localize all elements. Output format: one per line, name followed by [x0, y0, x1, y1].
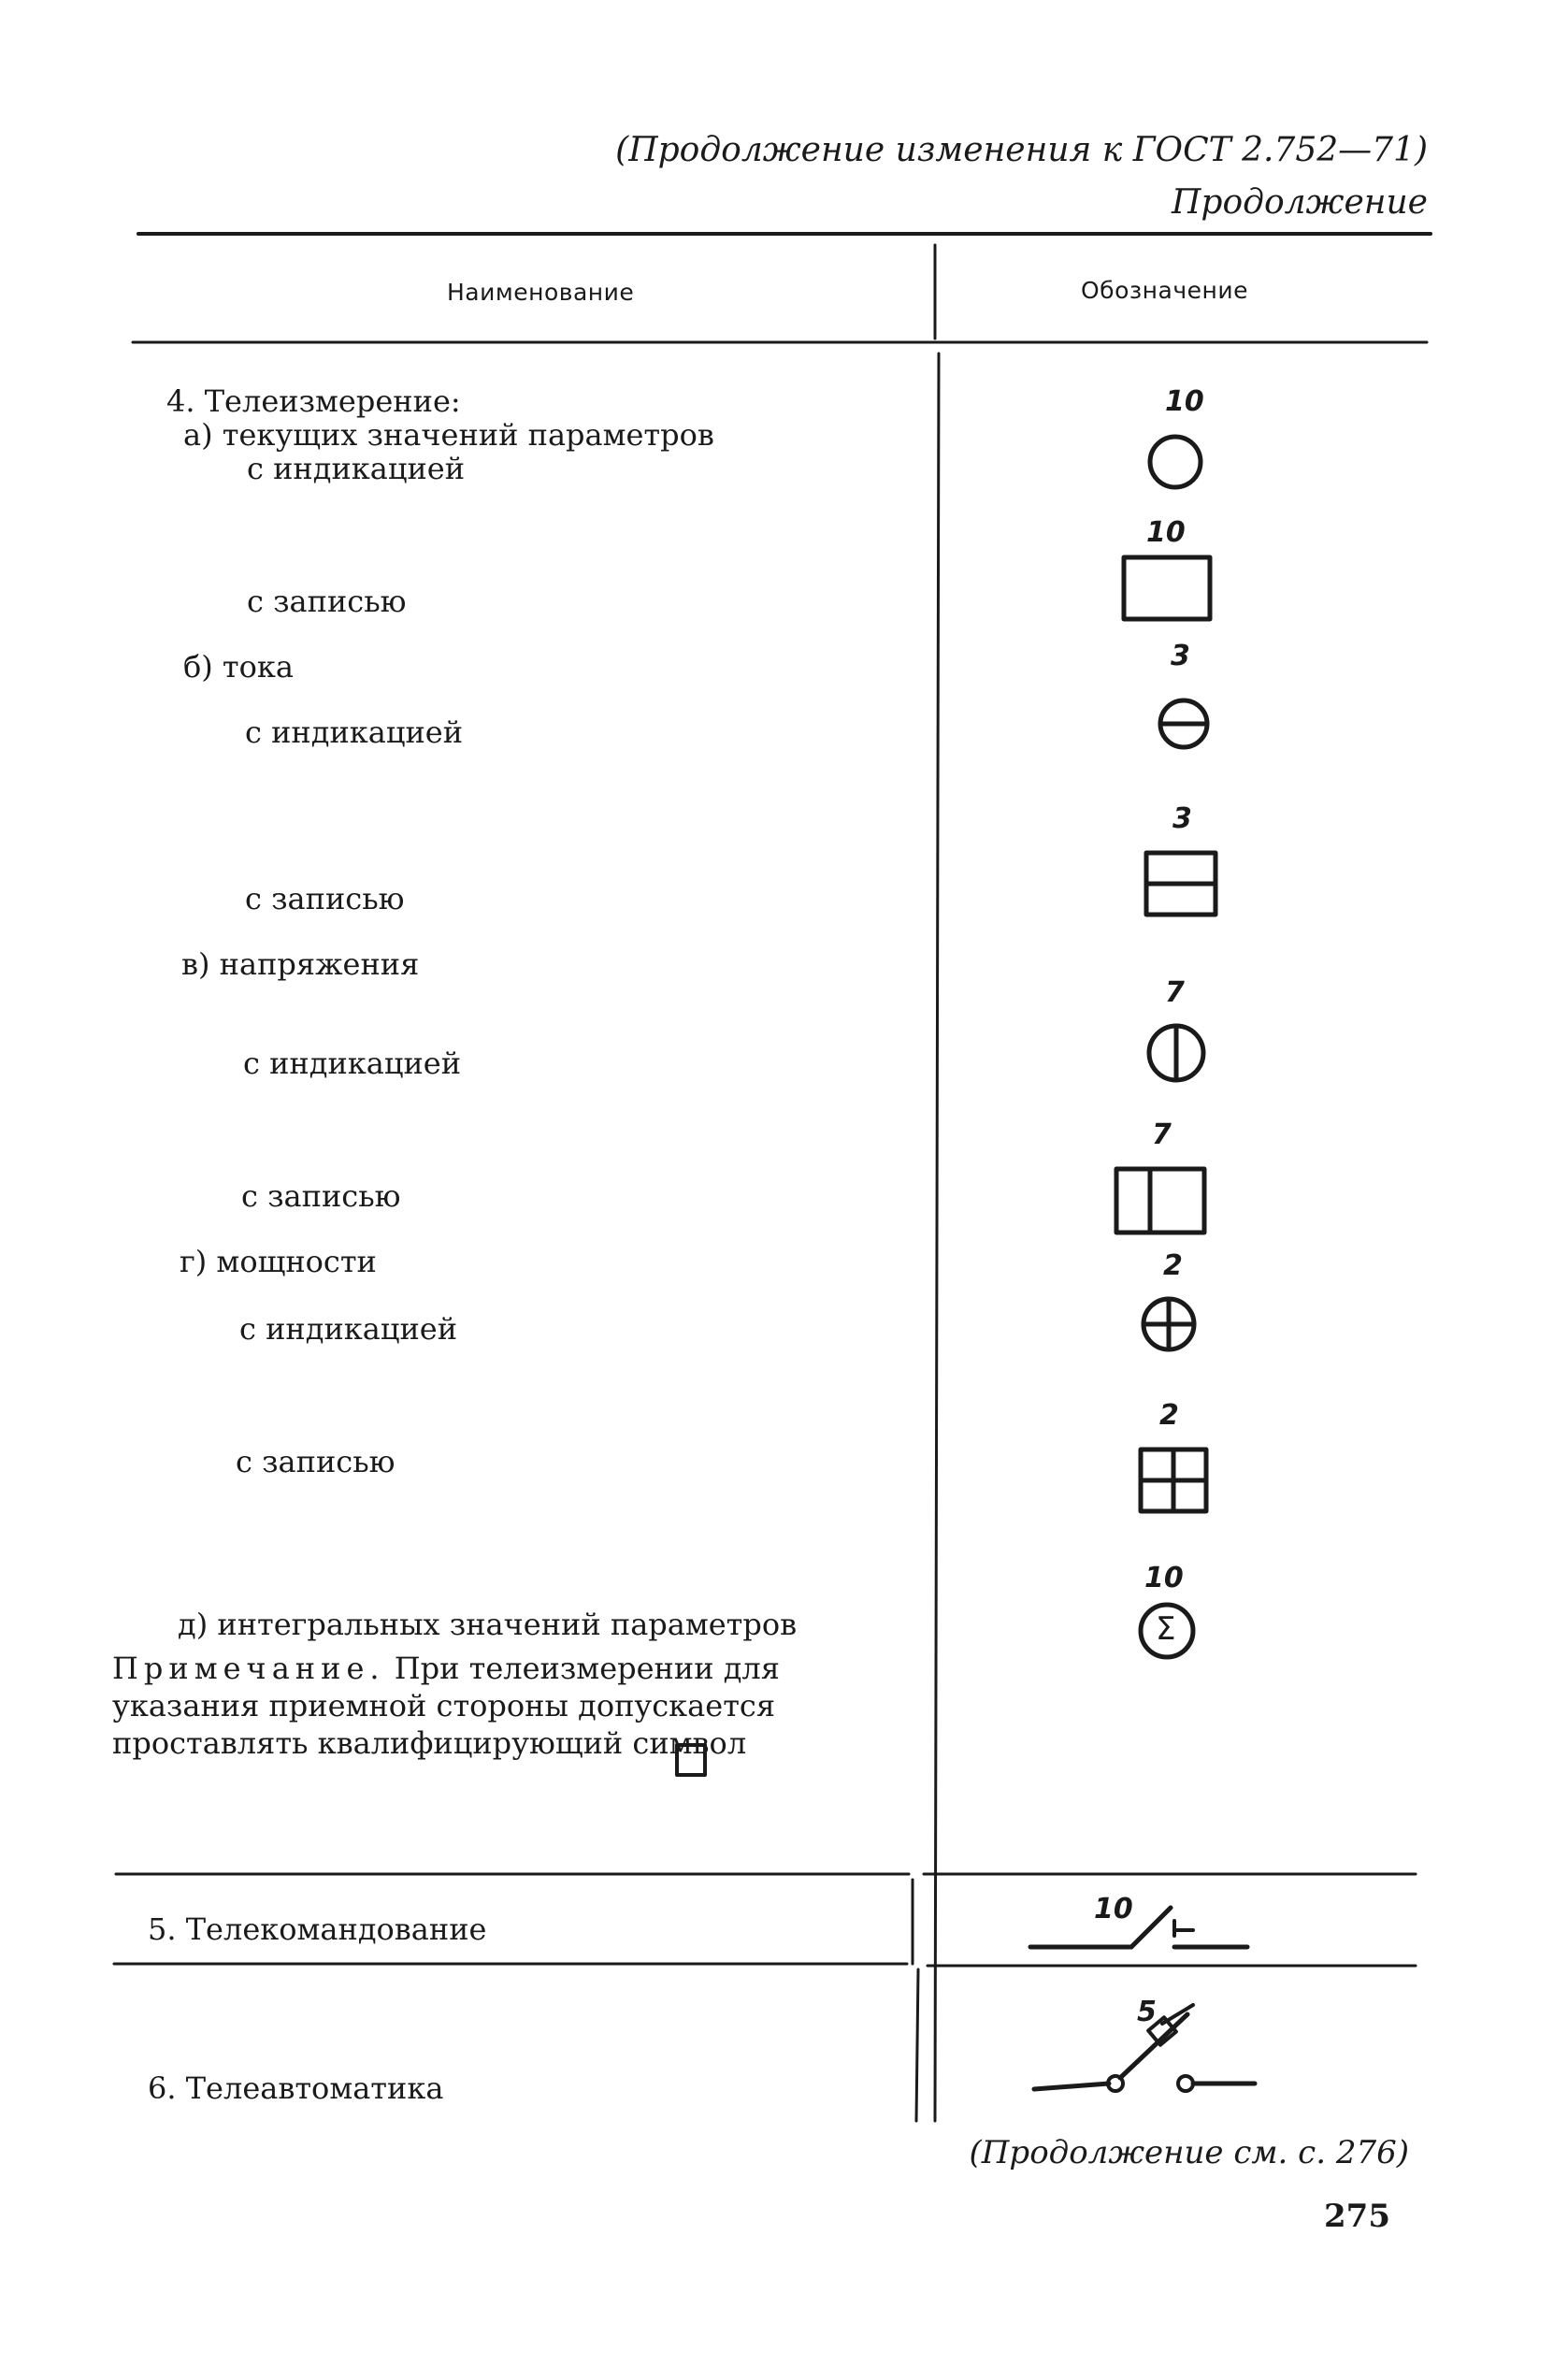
power-indication-symbol	[1144, 1299, 1194, 1349]
circle-indication-symbol	[1150, 437, 1201, 487]
item-4-title: 4. Телеизмерение:	[166, 383, 461, 419]
item-4g-indication: с индикацией	[239, 1311, 458, 1347]
symbol-label-4b-recording: 3	[1172, 802, 1192, 835]
symbol-label-6: 5	[1137, 1996, 1157, 2028]
item-4a-indication: с индикацией	[247, 451, 466, 486]
item-4v-indication: с индикацией	[243, 1046, 462, 1081]
note-text: При телеизмерении для указания приемной стороны допускается проставлять квалифицирующий символ	[112, 1651, 780, 1761]
continued-on-footer: (Продолжение см. с. 276)	[969, 2134, 1409, 2171]
qualifier-square-symbol	[677, 1745, 705, 1775]
column-header-name: Наименование	[447, 279, 635, 306]
item-4d: д) интегральных значений параметров	[178, 1607, 798, 1642]
symbol-label-4a-indication: 10	[1165, 385, 1204, 418]
symbol-label-4v-recording: 7	[1152, 1118, 1172, 1151]
item-5: 5. Телекомандование	[148, 1911, 487, 1947]
telecontrol-symbol	[1030, 1908, 1247, 1947]
current-recording-symbol	[1146, 853, 1216, 915]
page-number: 275	[1324, 2198, 1390, 2235]
voltage-indication-symbol	[1149, 1026, 1203, 1080]
current-indication-symbol	[1160, 700, 1207, 747]
voltage-recording-symbol	[1116, 1169, 1204, 1233]
symbol-label-4a-recording: 10	[1146, 516, 1186, 549]
continued-label: Продолжение	[1172, 183, 1428, 222]
symbol-label-4g-recording: 2	[1159, 1399, 1179, 1432]
note-label: Примечание.	[112, 1651, 385, 1686]
item-6: 6. Телеавтоматика	[148, 2070, 444, 2106]
item-4a-recording: с записью	[247, 584, 407, 619]
symbol-label-4g-indication: 2	[1163, 1249, 1183, 1282]
continuation-header: (Продолжение изменения к ГОСТ 2.752—71)	[615, 131, 1428, 169]
item-4b-recording: с записью	[245, 881, 405, 916]
symbol-label-4v-indication: 7	[1165, 976, 1185, 1009]
item-4g-recording: с записью	[236, 1444, 396, 1479]
item-4v-recording: с записью	[241, 1178, 401, 1214]
sigma-glyph: Σ	[1156, 1610, 1176, 1648]
symbol-label-4b-indication: 3	[1171, 640, 1190, 672]
column-header-symbol: Обозначение	[1081, 277, 1248, 304]
item-4a: а) текущих значений параметров	[183, 417, 714, 453]
symbol-label-5: 10	[1094, 1893, 1133, 1925]
symbol-label-4d: 10	[1144, 1562, 1184, 1594]
square-recording-symbol	[1124, 557, 1210, 619]
item-4b: б) тока	[183, 649, 294, 685]
item-4v: в) напряжения	[181, 946, 420, 982]
power-recording-symbol	[1141, 1449, 1206, 1511]
item-4b-indication: с индикацией	[245, 714, 464, 750]
item-4g: г) мощности	[180, 1244, 377, 1279]
